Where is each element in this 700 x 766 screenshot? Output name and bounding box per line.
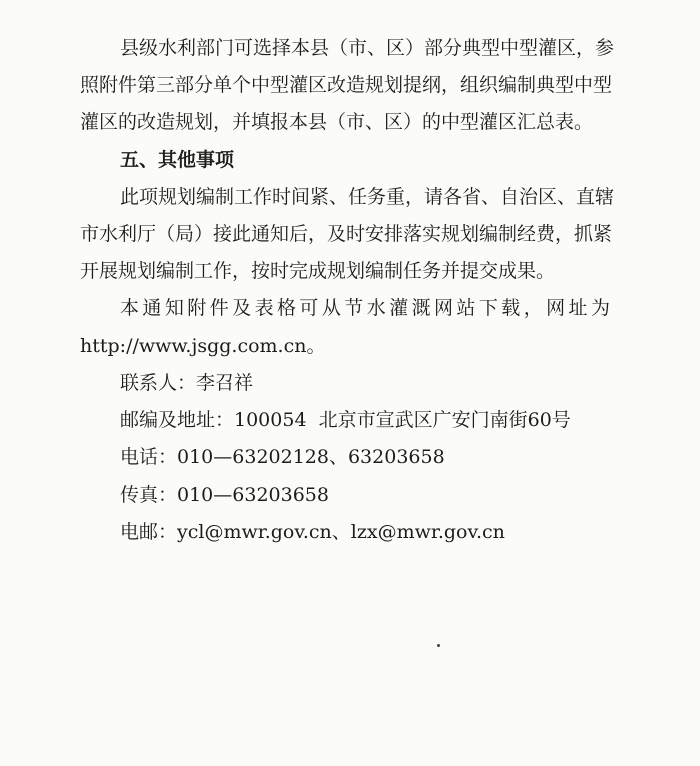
stray-dot-mark: [437, 644, 440, 647]
section-heading: 五、其他事项: [120, 149, 235, 171]
paragraph1-line3: 灌区的改造规划，并填报本县（市、区）的中型灌区汇总表。: [80, 111, 594, 133]
paragraph2-line3: 开展规划编制工作，按时完成规划编制任务并提交成果。: [80, 260, 556, 282]
contact-person: 联系人：李召祥: [120, 372, 254, 394]
paragraph1-line2: 照附件第三部分单个中型灌区改造规划提纲，组织编制典型中型: [80, 74, 613, 96]
contact-email: 电邮：ycl@mwr.gov.cn、lzx@mwr.gov.cn: [120, 521, 505, 543]
contact-fax: 传真：010—63203658: [120, 484, 329, 506]
paragraph1-line1: 县级水利部门可选择本县（市、区）部分典型中型灌区，参: [120, 37, 615, 59]
website-url: http://www.jsgg.com.cn。: [80, 335, 326, 357]
paragraph2-line1: 此项规划编制工作时间紧、任务重，请各省、自治区、直辖: [120, 186, 615, 208]
contact-phone: 电话：010—63202128、63203658: [120, 446, 445, 468]
paragraph3-line1: 本通知附件及表格可从节水灌溉网站下载，网址为: [120, 297, 610, 319]
contact-address: 邮编及地址：100054 北京市宣武区广安门南街60号: [120, 409, 571, 431]
paragraph2-line2: 市水利厅（局）接此通知后，及时安排落实规划编制经费，抓紧: [80, 223, 613, 245]
